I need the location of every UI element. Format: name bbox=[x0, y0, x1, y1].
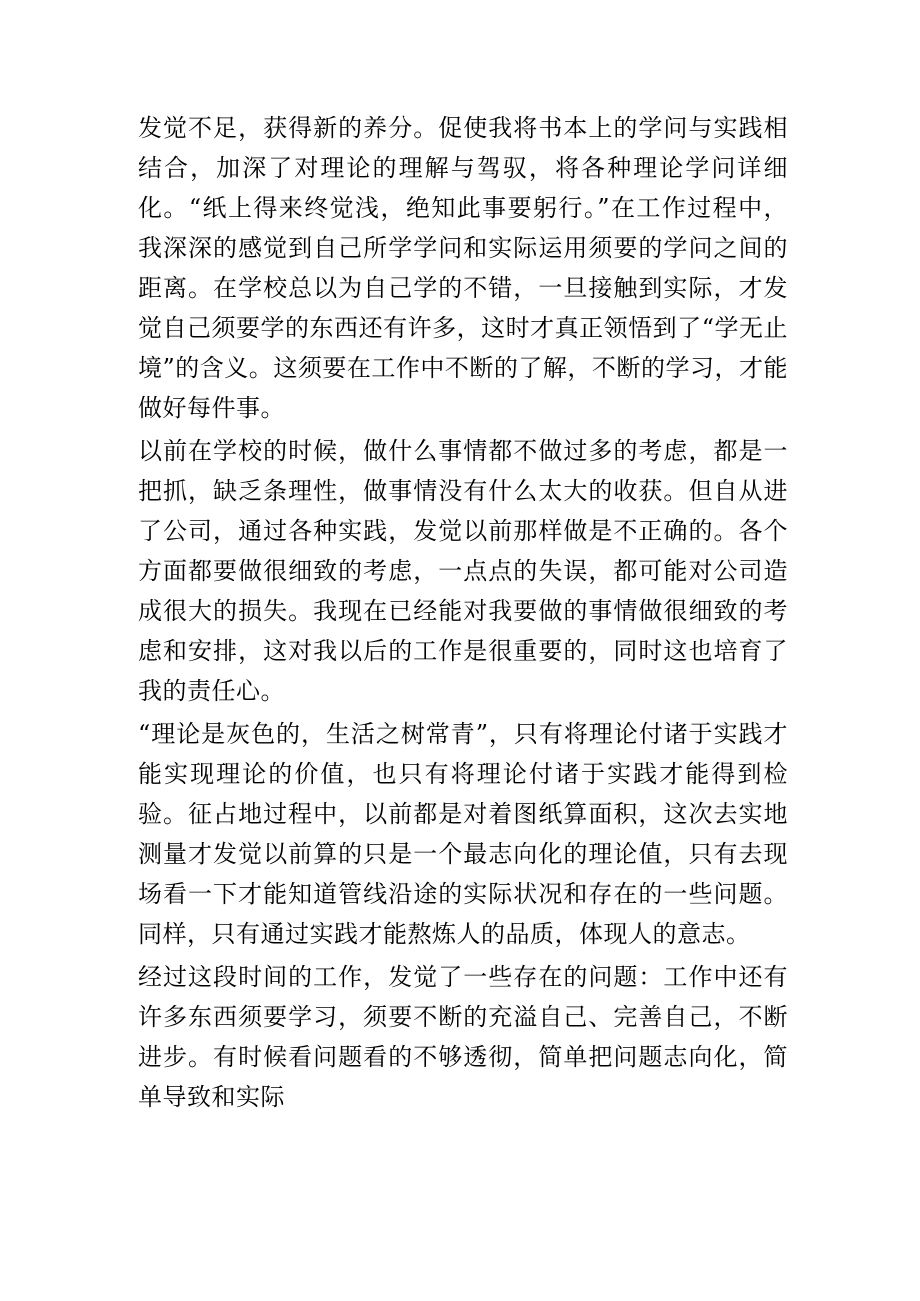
paragraph-2: 以前在学校的时候，做什么事情都不做过多的考虑，都是一把抓，缺乏条理性，做事情没有什么太大的收获。但自从进了公司，通过各种实践，发觉以前那样做是不正确的。各个方面都要做很细致的考虑，一点点的失误，都可能对公司造成很大的损失。我现在已经能对我要做的事情做很细致的考虑和安排，这对我以后的工作是很重要的，同时这也培育了我的责任心。 bbox=[138, 437, 788, 705]
paragraph-4: 经过这段时间的工作，发觉了一些存在的问题：工作中还有许多东西须要学习，须要不断的充溢自己、完善自己，不断进步。有时候看问题看的不够透彻，简单把问题志向化，简单导致和实际 bbox=[138, 963, 788, 1111]
paragraph-3: “理论是灰色的，生活之树常青”，只有将理论付诸于实践才能实现理论的价值，也只有将理论付诸于实践才能得到检验。征占地过程中，以前都是对着图纸算面积，这次去实地测量才发觉以前算的只是一个最志向化的理论值，只有去现场看一下才能知道管线沿途的实际状况和存在的一些问题。同样，只有通过实践才能熬炼人的品质，体现人的意志。 bbox=[138, 720, 788, 948]
document-body bbox=[138, 108, 788, 1117]
paragraph-1: 发觉不足，获得新的养分。促使我将书本上的学问与实践相结合，加深了对理论的理解与驾驭，将各种理论学问详细化。“纸上得来终觉浅，绝知此事要躬行。”在工作过程中，我深深的感觉到自己所学学问和实际运用须要的学问之间的距离。在学校总以为自己学的不错，一旦接触到实际，才发觉自己须要学的东西还有许多，这时才真正领悟到了“学无止境”的含义。这须要在工作中不断的了解，不断的学习，才能做好每件事。 bbox=[138, 114, 788, 422]
